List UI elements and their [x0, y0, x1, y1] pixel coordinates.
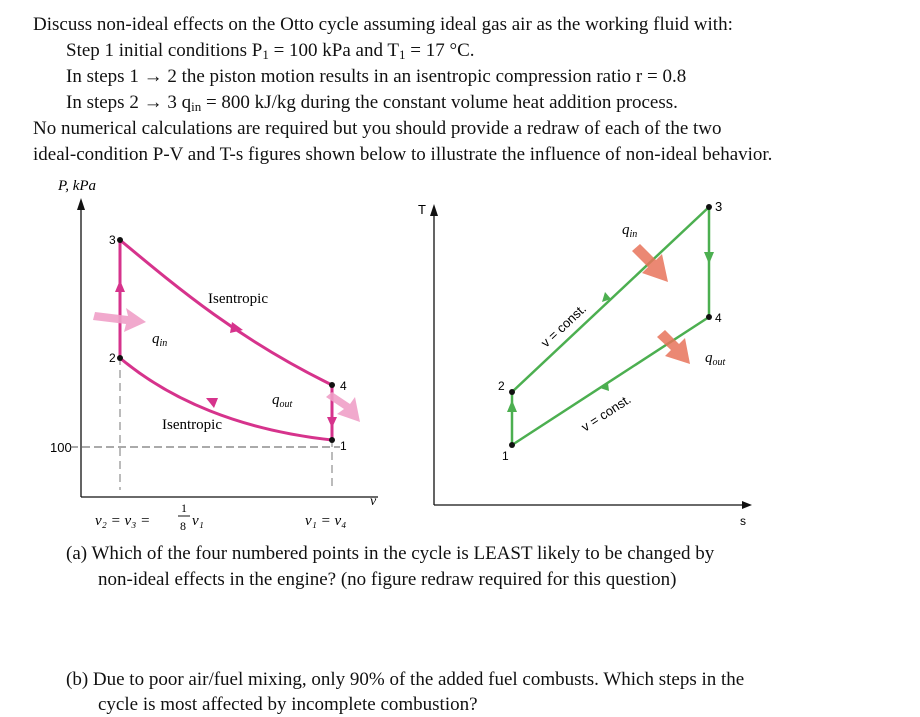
pv-frac-num: 1	[181, 501, 187, 515]
ts-point-3: 3	[715, 199, 723, 214]
pv-x-axis-label: v	[370, 494, 377, 509]
pv-v-left-label: v₂ = v₃ =	[95, 513, 151, 529]
ts-point-2: 2	[498, 379, 505, 393]
problem-intro: Discuss non-ideal effects on the Otto cycle assuming ideal gas air as the working fluid with:	[33, 14, 733, 35]
problem-step23: In steps 2 → 3 $q_{in} = 800$ kJ/kg during the constant volume heat addition process.	[66, 92, 678, 114]
ts-process-2-3	[512, 207, 709, 392]
pv-isentropic-lower: Isentropic	[162, 417, 222, 433]
question-b-line2: cycle is most affected by incomplete combustion?	[98, 694, 478, 715]
pv-process-3-4	[120, 240, 332, 385]
ts-vconst-lower: v = const.	[578, 391, 634, 435]
pv-isentropic-upper: Isentropic	[208, 291, 268, 307]
pv-v-right-label: v₁ = v₄	[305, 513, 347, 529]
question-a-line1: (a) Which of the four numbered points in the cycle is LEAST likely to be changed by	[66, 543, 715, 564]
ts-x-axis-label: s	[740, 514, 746, 528]
pv-process-1-2	[120, 358, 332, 440]
ts-y-axis-label: T	[418, 202, 426, 217]
problem-instruction-2: ideal-condition P-V and T-s figures shown below to illustrate the influence of non-ideal behavior.	[33, 144, 773, 165]
problem-instruction-1: No numerical calculations are required but you should provide a redraw of each of the two	[33, 118, 722, 139]
pv-p-tick: 100	[50, 440, 72, 455]
ts-vconst-upper: v = const.	[537, 301, 590, 351]
question-a-line2: non-ideal effects in the engine? (no figure redraw required for this question)	[98, 569, 677, 590]
ts-qout-label: $q_{out}$	[705, 350, 726, 368]
problem-step12: In steps 1 → 2 the piston motion results in an isentropic compression ratio r = 0.8	[66, 66, 687, 87]
pv-v-left-suffix: v₁	[192, 513, 204, 529]
pv-point-2: 2	[109, 351, 116, 365]
pv-qout-label: $q_{out}$	[272, 392, 293, 410]
pv-y-axis-label: P, kPa	[58, 178, 97, 194]
pv-diagram	[50, 178, 378, 533]
pv-point-4: 4	[340, 379, 347, 393]
pv-point-1: 1	[340, 439, 347, 453]
ts-point-1: 1	[502, 449, 509, 463]
pv-point-3: 3	[109, 233, 116, 247]
ts-diagram	[418, 199, 752, 528]
problem-step1: Step 1 initial conditions $P_1 = 100$ kPa and $T_1 = 17$ °C.	[66, 40, 475, 62]
pv-frac-den: 8	[180, 519, 186, 533]
ts-point-4: 4	[715, 311, 722, 325]
pv-qin-label: $q_{in}$	[152, 331, 168, 349]
ts-qin-label: $q_{in}$	[622, 222, 638, 240]
question-b-line1: (b) Due to poor air/fuel mixing, only 90% of the added fuel combusts. Which steps in the	[66, 669, 745, 690]
